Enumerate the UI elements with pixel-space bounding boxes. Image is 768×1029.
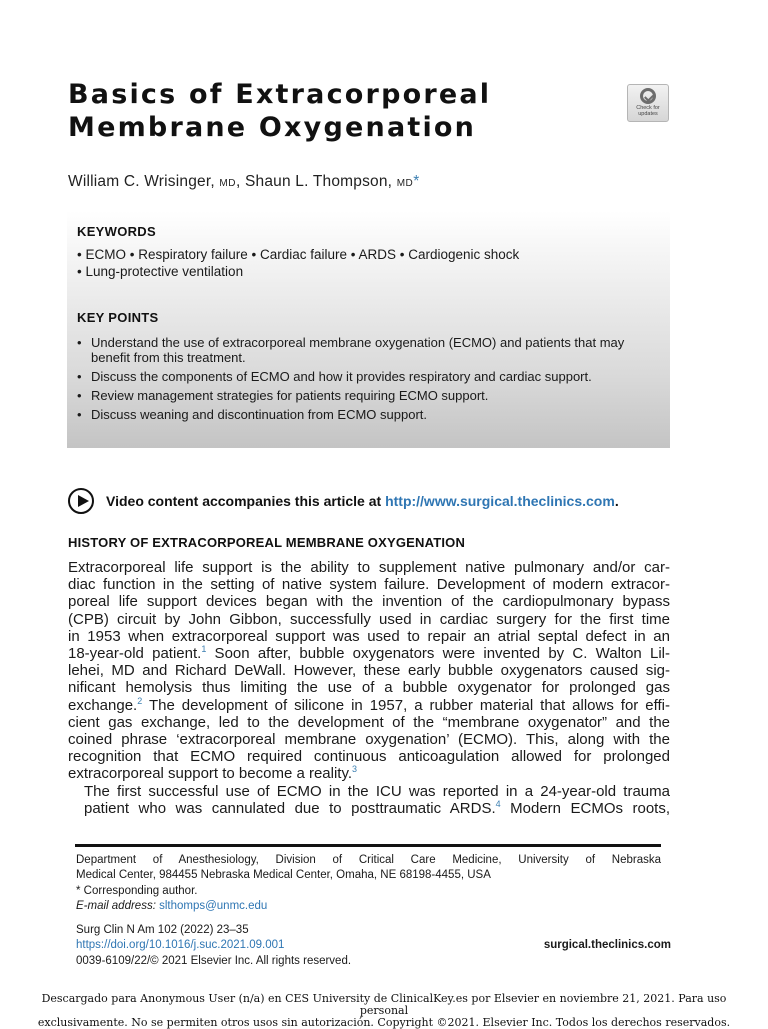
reference-link[interactable]: 1 bbox=[201, 644, 207, 655]
reference-link[interactable]: 4 bbox=[495, 798, 501, 809]
corresponding-author-note: * Corresponding author. bbox=[76, 884, 198, 897]
key-points-list bbox=[77, 335, 662, 426]
title-line-1: Basics of Extracorporeal bbox=[68, 79, 492, 110]
update-check-icon bbox=[640, 88, 656, 104]
journal-site[interactable]: surgical.theclinics.com bbox=[543, 939, 671, 951]
keywords-heading: KEYWORDS bbox=[77, 224, 156, 239]
download-notice-line-1: Descargado para Anonymous User (n/a) en CES University de ClinicalKey.es por Elsevier en noviembre 21, 2021. Para uso personal bbox=[41, 992, 727, 1017]
author-2-name: Shaun L. Thompson, bbox=[244, 173, 393, 190]
key-point-item: • Discuss the components of ECMO and how it provides respiratory and cardiac support. bbox=[77, 369, 662, 384]
corresponding-author-mark[interactable]: * bbox=[413, 173, 420, 190]
article-title bbox=[68, 78, 588, 144]
email-line bbox=[76, 899, 661, 914]
text-line: The first successful use of ECMO in the ICU was reported in a 24-year-old trauma bbox=[84, 782, 670, 800]
key-point-item: • Discuss weaning and discontinuation from ECMO support. bbox=[77, 407, 662, 422]
text-line: recognition that ECMO required continuous anticoagulation allowed for prolonged bbox=[68, 748, 670, 766]
text-line: nificant hemolysis thus limiting the use of a bubble oxygenator for prolonged gas bbox=[68, 679, 670, 697]
author-2-degree: MD bbox=[396, 178, 414, 189]
text-line: (CPB) circuit by John Gibbon, successfully used in cardiac surgery for the first time bbox=[68, 610, 670, 628]
text-line: patient who was cannulated due to posttraumatic ARDS.$^4$ Modern ECMOs roots, bbox=[84, 798, 670, 817]
text-line: Extracorporeal life support is the ability to supplement native pulmonary and/or car- bbox=[68, 559, 670, 576]
text-line: in 1953 when extracorporeal support was used to repair an atrial septal defect in an bbox=[68, 627, 670, 645]
journal-citation: Surg Clin N Am 102 (2022) 23–35 bbox=[76, 924, 249, 936]
author-1-name: William C. Wrisinger, bbox=[68, 173, 215, 190]
doi-link[interactable]: https://doi.org/10.1016/j.suc.2021.09.001 bbox=[76, 939, 285, 952]
email-link[interactable]: slthomps@unmc.edu bbox=[159, 899, 268, 912]
key-points-heading: KEY POINTS bbox=[77, 310, 159, 325]
text-line: coined phrase ‘extracorporeal membrane oxygenation’ (ECMO). This, along with the bbox=[68, 731, 670, 749]
key-point-item: • Understand the use of extracorporeal membrane oxygenation (ECMO) and patients that may benefit from this treatment. bbox=[77, 335, 662, 365]
text-line: extracorporeal support to become a reality.$^3$ bbox=[68, 764, 358, 783]
affiliation-footnote bbox=[76, 853, 661, 914]
check-updates-label: Check for updates bbox=[636, 105, 660, 117]
section-heading: HISTORY OF EXTRACORPOREAL MEMBRANE OXYGENATION bbox=[68, 535, 466, 550]
text-line: diac function in the setting of native system failure. Development of modern extracor- bbox=[68, 576, 670, 594]
check-for-updates-badge[interactable] bbox=[627, 84, 669, 122]
affiliation-line-1: Department of Anesthesiology, Division of Critical Care Medicine, University of Nebraska bbox=[76, 854, 661, 866]
paragraph-2 bbox=[68, 783, 670, 817]
paragraph-1 bbox=[68, 559, 670, 783]
footnote-divider bbox=[75, 844, 661, 847]
text-line: cient gas exchange, led to the development of the “membrane oxygenator” and the bbox=[68, 713, 670, 731]
video-notice-text: Video content accompanies this article at http://www.surgical.theclinics.com. bbox=[106, 493, 619, 509]
citation-block bbox=[76, 923, 671, 969]
text-line: exchange.$^2$ The development of silicone in 1957, a rubber material that allows for effi- bbox=[68, 695, 670, 714]
body-text bbox=[68, 559, 670, 817]
reference-link[interactable]: 3 bbox=[352, 764, 358, 775]
title-line-2: Membrane Oxygenation bbox=[68, 112, 477, 143]
text-line: poreal life support devices began with the invention of the cardiopulmonary bypass bbox=[68, 593, 670, 611]
copyright-line: 0039-6109/22/© 2021 Elsevier Inc. All rights reserved. bbox=[76, 954, 352, 967]
key-point-item: • Review management strategies for patients requiring ECMO support. bbox=[77, 388, 662, 403]
keywords-line-2: • Lung-protective ventilation bbox=[77, 264, 244, 279]
download-notice-line-2: exclusivamente. No se permiten otros usos sin autorización. Copyright ©2021. Elsevier Inc. Todos los derechos reservados. bbox=[37, 1016, 731, 1029]
keywords-keypoints-box bbox=[67, 211, 670, 448]
play-video-icon[interactable] bbox=[68, 488, 94, 514]
keywords-line-1: • ECMO • Respiratory failure • Cardiac failure • ARDS • Cardiogenic shock bbox=[77, 247, 520, 262]
text-line: 18-year-old patient.$^1$ Soon after, bubble oxygenators were invented by C. Walton Lil- bbox=[68, 644, 670, 663]
email-label: E-mail address: bbox=[76, 899, 156, 912]
affiliation-line-2: Medical Center, 984455 Nebraska Medical Center, Omaha, NE 68198-4455, USA bbox=[76, 869, 491, 882]
text-line: lehei, MD and Richard DeWall. However, these early bubble oxygenators caused sig- bbox=[68, 662, 670, 680]
video-notice bbox=[68, 487, 619, 515]
author-1-degree: MD bbox=[219, 178, 236, 189]
reference-link[interactable]: 2 bbox=[137, 695, 143, 706]
author-line: William C. Wrisinger, MD, Shaun L. Thompson, MD* bbox=[68, 173, 420, 190]
video-link[interactable]: http://www.surgical.theclinics.com bbox=[385, 493, 615, 509]
